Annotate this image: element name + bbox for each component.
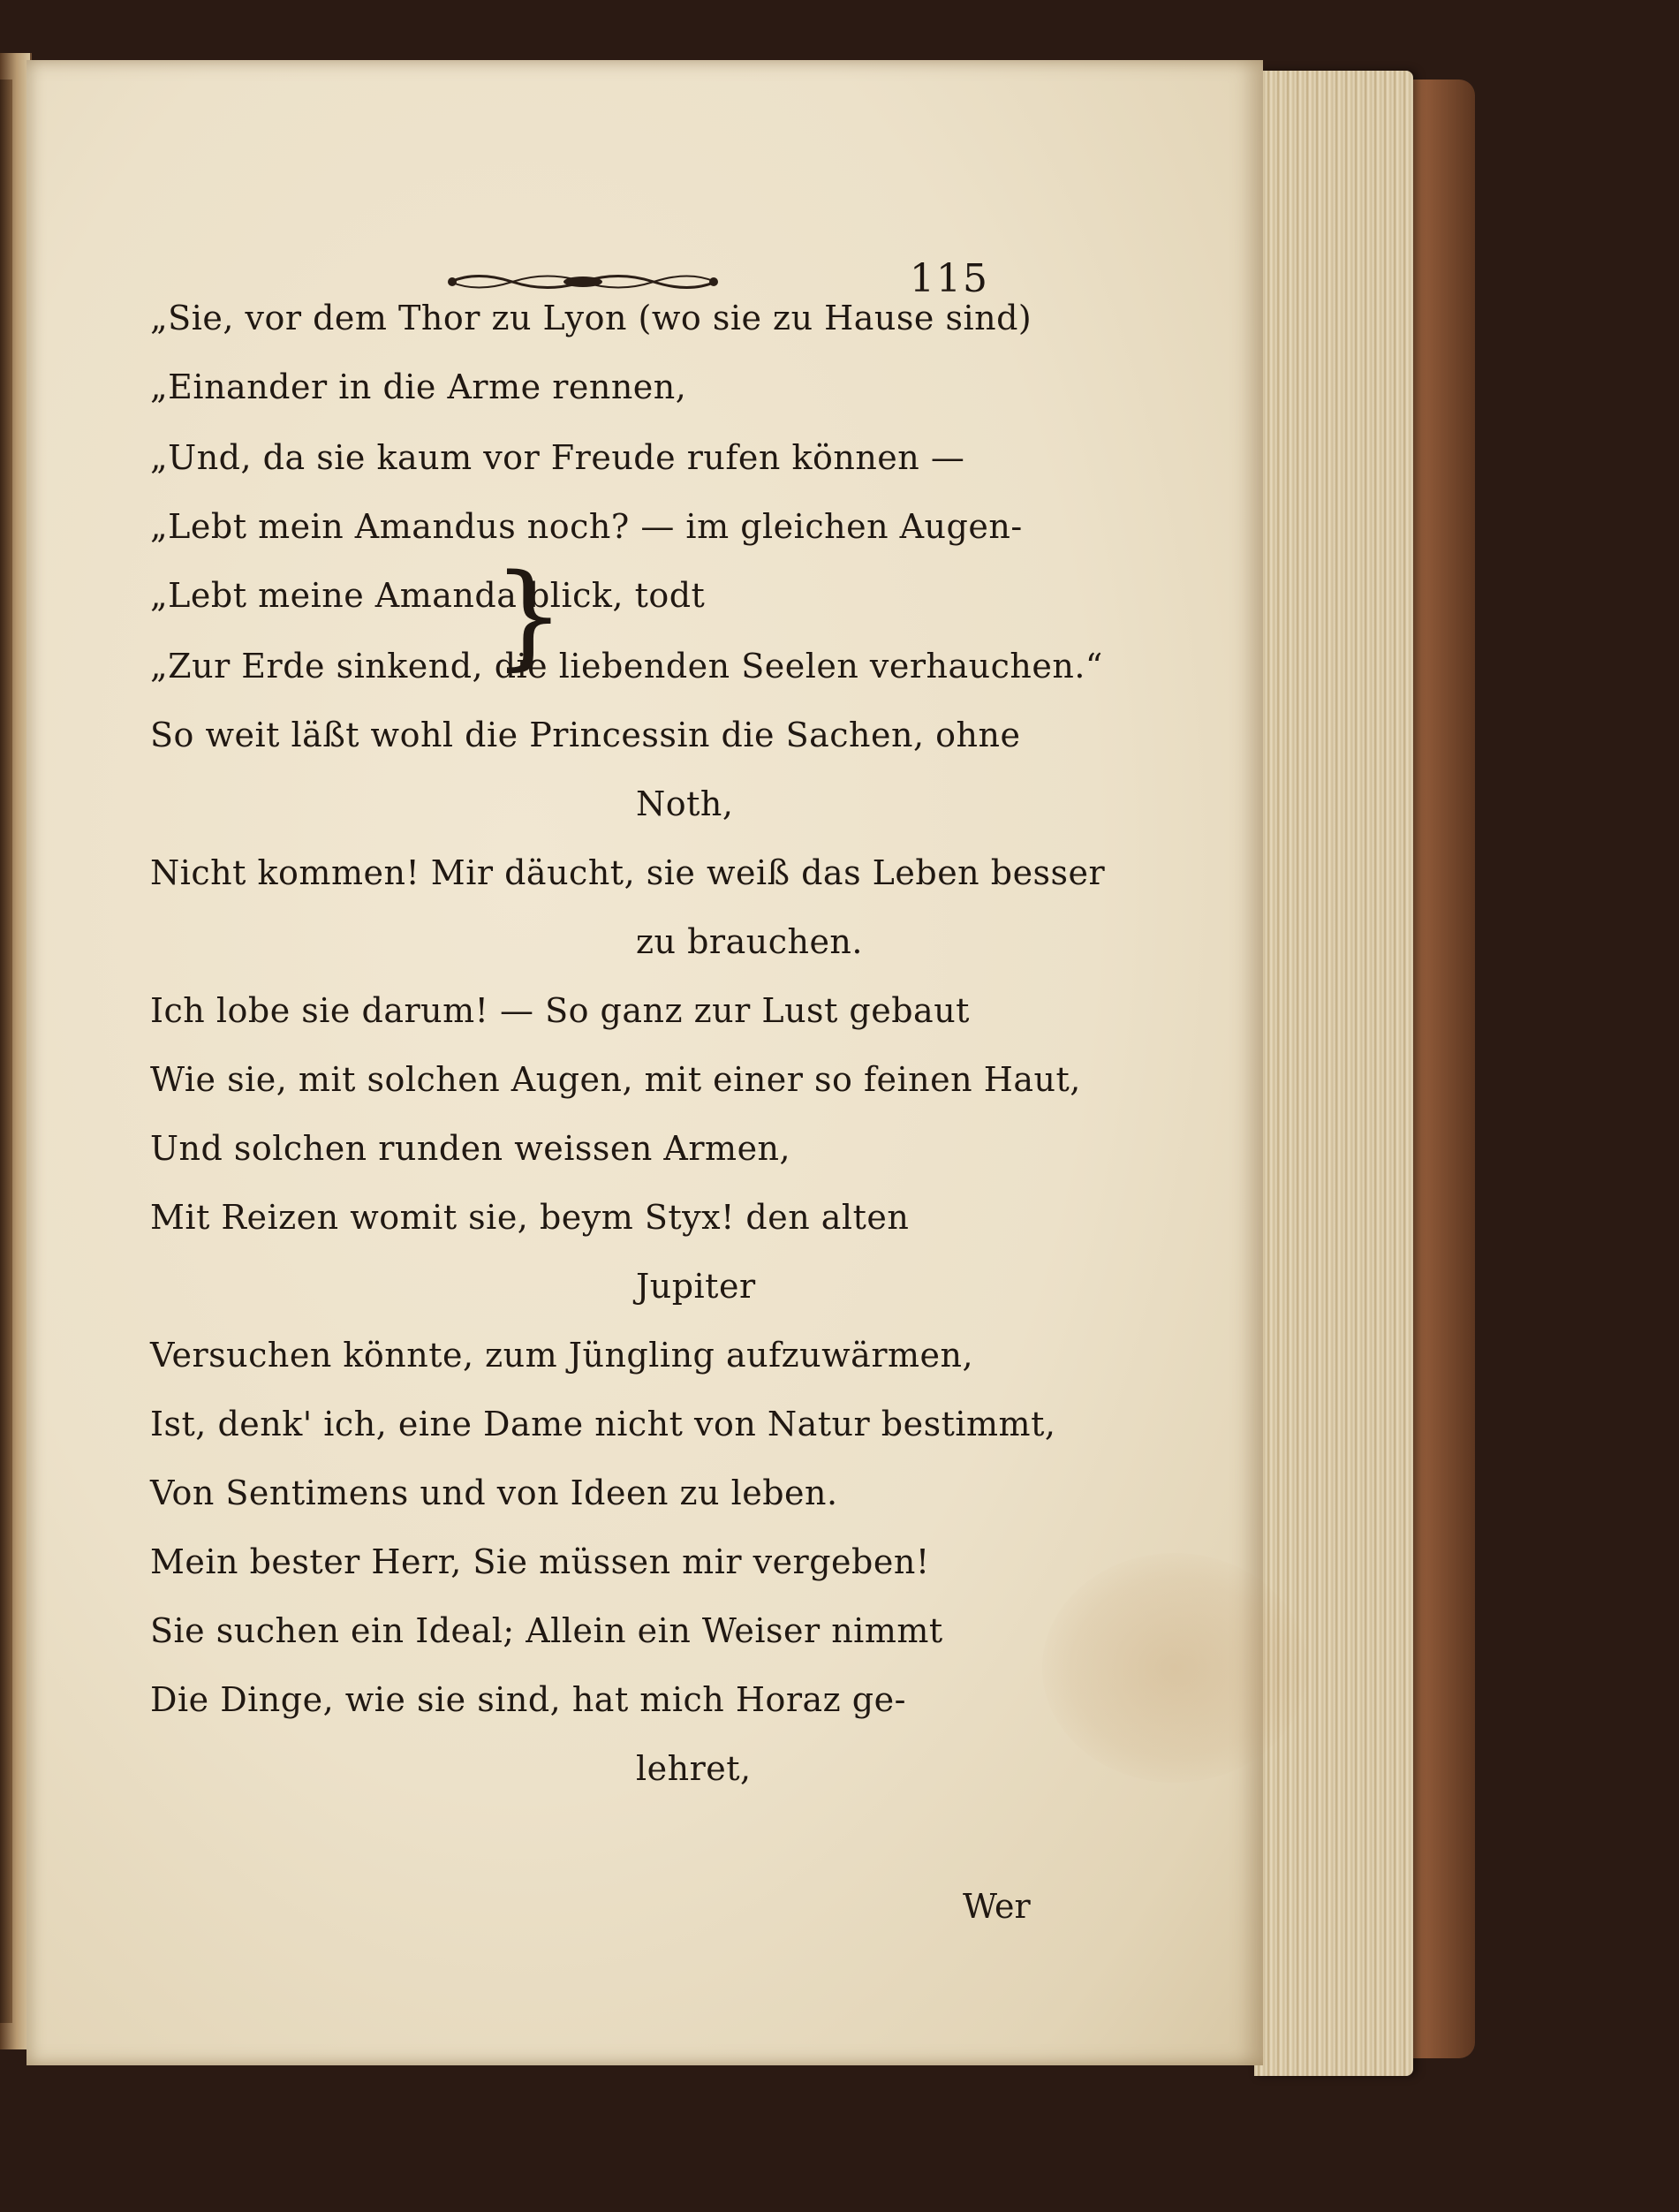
text-line: Wie sie, mit solchen Augen, mit einer so feinen Haut, [150,1060,1081,1099]
text-line: „Sie, vor dem Thor zu Lyon (wo sie zu Hause sind) [150,299,1032,337]
text-line: Nicht kommen! Mir däucht, sie weiß das Leben besser [150,853,1106,892]
text-line: „Zur Erde sinkend, die liebenden Seelen verhauchen.“ [150,647,1103,686]
text-line: Von Sentimens und von Ideen zu leben. [150,1473,838,1512]
header-ornament [442,269,724,295]
curly-brace: } [493,550,565,682]
paper-stain [1042,1553,1307,1783]
text-line: „Lebt meine Amanda blick, todt [150,576,706,615]
page-number: 115 [910,256,989,301]
text-line: Und solchen runden weissen Armen, [150,1129,791,1168]
text-line: „Und, da sie kaum vor Freude rufen können — [150,438,965,477]
text-line: Ist, denk' ich, eine Dame nicht von Natur bestimmt, [150,1405,1056,1443]
text-line: Sie suchen ein Ideal; Allein ein Weiser nimmt [150,1611,943,1650]
text-line: Noth, [636,784,734,823]
text-line: Mein bester Herr, Sie müssen mir vergeben! [150,1542,930,1581]
text-line: zu brauchen. [636,922,863,961]
catchword: Wer [963,1887,1031,1926]
text-line: Ich lobe sie darum! — So ganz zur Lust gebaut [150,991,970,1030]
text-line: „Einander in die Arme rennen, [150,367,687,406]
book-page [26,60,1263,2065]
text-line: lehret, [636,1749,752,1788]
text-line: Jupiter [636,1267,756,1306]
text-line: Mit Reizen womit sie, beym Styx! den alten [150,1198,910,1237]
page-block-edges [1254,71,1413,2076]
text-line: „Lebt mein Amandus noch? — im gleichen Augen- [150,507,1023,546]
text-line: Versuchen könnte, zum Jüngling aufzuwärmen, [150,1336,974,1375]
left-binding [0,80,12,2023]
text-line: So weit läßt wohl die Princessin die Sachen, ohne [150,716,1021,754]
text-line: Die Dinge, wie sie sind, hat mich Horaz ge- [150,1680,906,1719]
